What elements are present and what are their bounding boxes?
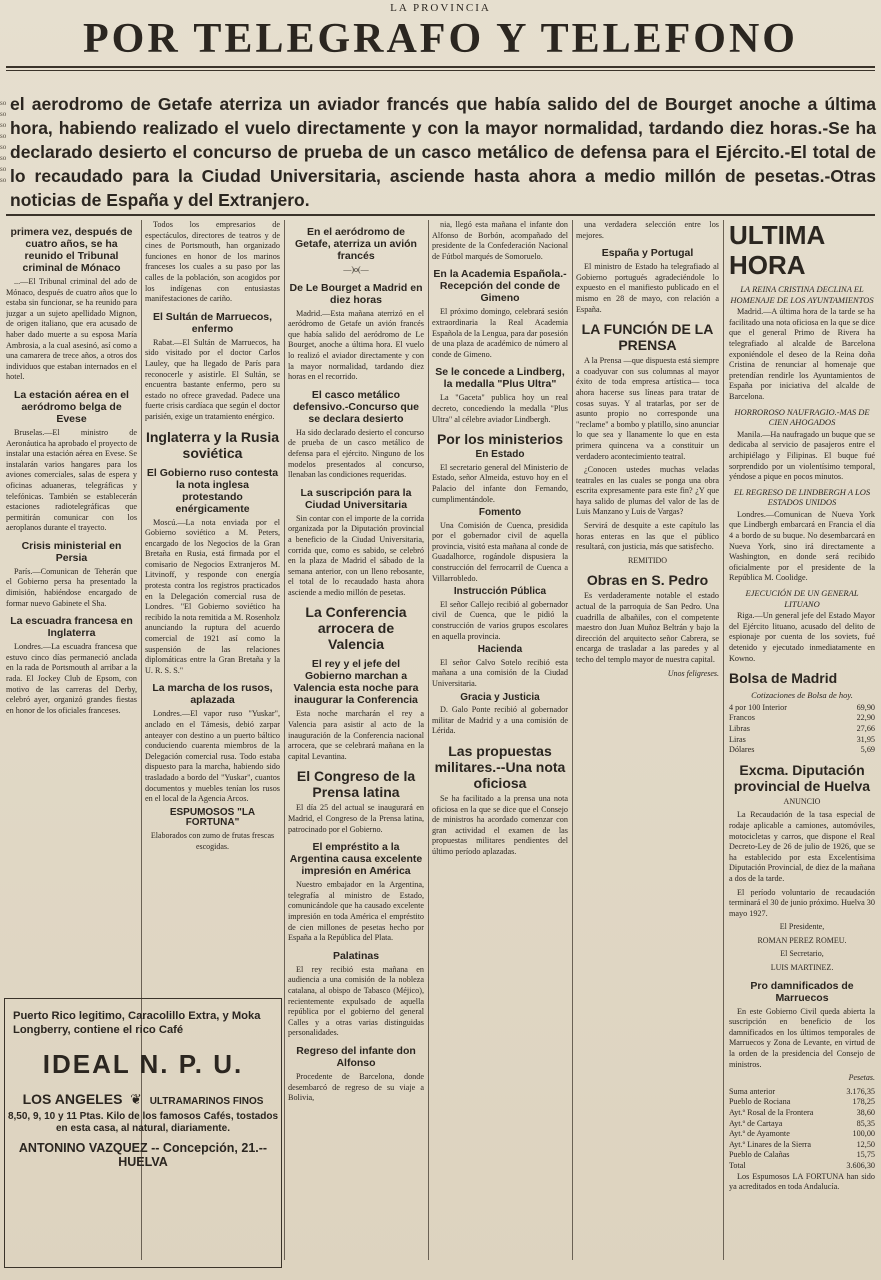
row-value: 22,90 bbox=[856, 713, 875, 723]
row-value: 85,35 bbox=[856, 1118, 875, 1128]
article-text: nia, llegó esta mañana el infante don Alfonso de Borbón, acompañado del presidente de la Confederación Nacional de Fútbol marqués de Somoruelo. bbox=[432, 220, 568, 261]
article-text: El período voluntario de recaudación terminará el 30 de junio próximo. Huelva 30 mayo 1927. bbox=[729, 887, 875, 918]
subheading: Hacienda bbox=[477, 644, 523, 656]
headline: Se le concede a Lindberg, la medalla "Plus Ultra" bbox=[435, 366, 565, 391]
ad-brand: IDEAL N. P. U. bbox=[42, 1049, 244, 1079]
pesetas-label: Pesetas. bbox=[848, 1073, 875, 1083]
advert-tag: ESPUMOSOS "LA FORTUNA" bbox=[169, 806, 256, 829]
row-value: 31,95 bbox=[856, 734, 875, 744]
article-text: La Recaudación de la tasa especial de rodaje aplicable a camiones, automóviles, motocicletas y carros, que dispone el Real Decreto-Ley de 26 de julio de 1926, que se ha establecido por esta Excelentísima Diputación Provincial, de diez de la mañana a dos de la tarde. bbox=[729, 810, 875, 883]
headline: La suscripción para la Ciudad Universitaria bbox=[300, 486, 412, 511]
signature: El Presidente, bbox=[779, 922, 825, 932]
row-label: Pueblo de Calañas bbox=[729, 1150, 790, 1160]
article-text: A la Prensa —que dispuesta está siempre a coadyuvar con sus columnas al mayor éxito de toda empresa artística— toca ahora hacerse sus líneas para tratar de cosas suyas. Y al tratarlas, por ser de asunto propio no corresponde una "reclame" a bombo y platillo, sino anunciar lo que sea y llanamente lo que en esta primera quincena va a constituir un verdadero acontecimiento teatral. bbox=[576, 356, 719, 461]
column-separator bbox=[428, 220, 429, 1260]
table-row bbox=[729, 1108, 875, 1119]
article-text: El señor Callejo recibió al gobernador civil de Cuenca, que le pidió la construcción de varios grupos escolares en aquella provincia. bbox=[432, 599, 568, 641]
donations-table bbox=[729, 1087, 875, 1172]
headline: En la Academia Española.-Recepción del conde de Gimeno bbox=[433, 268, 567, 305]
page-edge-numbers: so so so so so so so so bbox=[0, 99, 7, 184]
article-text: El día 25 del actual se inaugurará en Madrid, el Congreso de la Prensa latina, patrocinado por el Gobierno. bbox=[288, 803, 424, 834]
headline: El Sultán de Marruecos, enfermo bbox=[152, 310, 273, 335]
signature: Unos feligreses. bbox=[667, 668, 719, 678]
ad-intro: Puerto Rico legitimo, Caracolillo Extra, y Moka Longberry, contiene el rico Café bbox=[13, 1010, 261, 1036]
article-text: D. Galo Ponte recibió al gobernador militar de Madrid y a una comisión de Lérida. bbox=[432, 705, 568, 736]
article-text: El ministro de Estado ha telegrafiado al Gobierno portugués agradeciéndole lo expuesto en el manifiesto publicado en el mismo en 28 de mayo, con relación a España. bbox=[576, 262, 719, 314]
summary-deck: el aerodromo de Getafe aterriza un aviador francés que había salido del de Bourget anoche a última hora, habiendo realizado el vuelo directamente y con la mayor normalidad, tardando diez horas.-Se ha declarado desierto el concurso de prueba de un casco metálico de defensa para el Ejército.-El total de lo recaudado para la Ciudad Universitaria, asciende hasta ahora a medio millón de pesetas.-Otras noticias de España y del Extranjero. bbox=[10, 94, 876, 210]
row-label: Libras bbox=[729, 723, 750, 733]
headline: El empréstito a la Argentina causa excelente impresión en América bbox=[289, 841, 423, 878]
table-row bbox=[729, 1119, 875, 1130]
article-text: Ha sido declarado desierto el concurso de prueba de un casco metálico de defensa para el ejército. Ninguno de los modelos presentados al concurso, llenaban las condiciones requeridas. bbox=[288, 427, 424, 480]
row-label: Francos bbox=[729, 713, 755, 723]
table-row bbox=[729, 703, 875, 714]
row-value: 100,00 bbox=[852, 1129, 875, 1139]
headline: Obras en S. Pedro bbox=[586, 572, 709, 589]
article-text: Procedente de Barcelona, donde desembarcó de regreso de su viaje a Bolivia, bbox=[288, 1071, 424, 1103]
headline: En el aeródromo de Getafe, aterriza un avión francés bbox=[295, 226, 417, 262]
article-text: El señor Calvo Sotelo recibió esta mañana a una comisión de la Ciudad Universitaria. bbox=[432, 657, 568, 688]
headline: Por los ministerios bbox=[436, 431, 564, 448]
headline: La estación aérea en el aeródromo belga de Evese bbox=[14, 388, 129, 425]
article-text: El secretario general del Ministerio de Estado, señor Almeida, estuvo hoy en el Palacio del infante don Fernando, cumplimentándole. bbox=[432, 462, 568, 504]
advert-tag-text: Elaborados con zumo de frutas frescas escogidas. bbox=[150, 830, 275, 851]
row-label: Suma anterior bbox=[729, 1086, 776, 1096]
ad-prices: 8,50, 9, 10 y 11 Ptas. Kilo de los famosos Cafés, tostados en esta casa, al natural, diariamente. bbox=[7, 1111, 279, 1134]
subheading: Gracia y Justicia bbox=[460, 691, 540, 703]
table-row bbox=[729, 724, 875, 735]
article-text: Nuestro embajador en la Argentina, telegrafía al ministro de Estado, comunicándole que ha causado excelente impresión en toda América el empréstito de cien millones de pesetas hecho por España a la República del Plata. bbox=[288, 880, 424, 943]
headline: El Congreso de la Prensa latina bbox=[296, 768, 416, 801]
table-row bbox=[729, 1097, 875, 1108]
headline: El Gobierno ruso contesta la nota inglesa protestando enérgicamente bbox=[146, 466, 279, 515]
article-text: En este Gobierno Civil queda abierta la suscripción en beneficio de los damnificados en los últimos temporales de Marruecos y Zona de Levante, en virtud de la orden de la presidencia del Consejo de ministros. bbox=[729, 1006, 875, 1069]
column-5 bbox=[576, 220, 719, 1265]
advertisement-box bbox=[4, 998, 282, 1268]
headline: La marcha de los rusos, aplazada bbox=[152, 682, 273, 707]
row-value: 178,25 bbox=[852, 1097, 875, 1107]
article-text: Rabat.—El Sultán de Marruecos, ha sido visitado por el doctor Carlos Lauley, que ha llegado de París para reconocerle y asistirle. El Sultán, se encuentra bastante enfermo, pero su estado no ofrece gravedad. Padece una fuerte crisis cardíaca que según el doctor parisién, exige un tratamiento enérgico. bbox=[145, 337, 280, 421]
ultima-hora-title: ULTIMA HORA bbox=[729, 220, 825, 280]
brief-heading: HORROROSO NAUFRAGIO.-MAS DE CIEN AHOGADOS bbox=[734, 406, 870, 428]
brief-heading: LA REINA CRISTINA DECLINA EL HOMENAJE DE LOS AYUNTAMIENTOS bbox=[730, 284, 874, 305]
signature: LUIS MARTINEZ. bbox=[770, 963, 834, 973]
headline: Palatinas bbox=[332, 949, 380, 962]
article-text: Esta noche marcharán el rey a Valencia para asistir al acto de la inauguración de la Conferencia nacional arrocera, que se celebrará mañana en la capital Levantina. bbox=[288, 709, 424, 761]
ad-shop bbox=[5, 1091, 281, 1108]
headline: De Le Bourget a Madrid en diez horas bbox=[289, 281, 423, 306]
column-6 bbox=[729, 220, 875, 1265]
article-text: París.—Comunican de Teherán que el Gobierno persa ha presentado la dimisión, habiéndose encargado de formar nuevo Gabinete el Sha. bbox=[6, 566, 137, 608]
article-text: una verdadera selección entre los mejores. bbox=[576, 220, 719, 240]
column-separator bbox=[723, 220, 724, 1260]
article-text: Es verdaderamente notable el estado actual de la parroquia de San Pedro. Una cuadrilla de albañiles, con el competente maestro don Juan Muñoz Beltrán y bajo la dirección del arquitecto señor Cabrera, se encarga de trasladar a las paredes y al techo del templo mayor de nuestra capital. bbox=[576, 591, 719, 664]
article-text: Londres.—El vapor ruso "Yuskar", anclado en el Támesis, debió zarpar anteayer con destino a un puerto báltico conduciendo cuarenta miembros de la Delegación comercial rusa. Todo estaba dispuesto para la marcha, habiendo sido trasladado a bordo del "Yuskar", cuantos documentos y muebles tenían los rusos en el local de la Agencia Arcos. bbox=[145, 709, 280, 804]
article-text: ...—El Tribunal criminal del ado de Mónaco, después de cuatro años que lo estaba sin funcionar, se ha reunido para juzgar a un sujeto apellidado Mignon, de origen italiano, que era acusado de haber dado muerte a su esposa María Ambrosia, a la cual asesinó, así como a una camarera de trece años, a otros dos individuos que estaban internados en el hotel. bbox=[6, 277, 137, 382]
signature: ROMAN PEREZ ROMEU. bbox=[757, 935, 847, 945]
bolsa-table bbox=[729, 703, 875, 756]
row-value: 38,60 bbox=[856, 1108, 875, 1117]
article-text: ¿Conocen ustedes muchas veladas teatrales en las cuales se ponga una obra escrita expresamente para este fin? ¿Y que haya salido de plumas del valor de las de Luis Manzano y Luis de Vargas? bbox=[576, 465, 719, 517]
headline: primera vez, después de cuatro años, se ha reunido el Tribunal criminal de Mónaco bbox=[10, 226, 133, 274]
headline: Pro damnificados de Marruecos bbox=[750, 979, 854, 1004]
row-label: Ayt.º de Ayamonte bbox=[729, 1129, 790, 1139]
headline: La escuadra francesa en Inglaterra bbox=[10, 615, 133, 640]
separator: —)o(— bbox=[343, 265, 369, 274]
column-separator bbox=[284, 220, 285, 1260]
row-label: Dólares bbox=[729, 745, 755, 755]
article-text: Se ha facilitado a la prensa una nota oficiosa en la que se dice que el Consejo de ministros ha acordado comenzar con gran actividad el examen de las propuestas militares pendientes del último período aplazadas. bbox=[432, 793, 568, 856]
table-row bbox=[729, 735, 875, 746]
row-label: Pueblo de Rociana bbox=[729, 1097, 791, 1107]
row-label: Ayt.º de Cartaya bbox=[729, 1118, 783, 1128]
anuncio-label: ANUNCIO bbox=[783, 796, 821, 806]
row-value: 3.176,35 bbox=[846, 1086, 875, 1096]
headline: La Conferencia arrocera de Valencia bbox=[305, 604, 407, 653]
article-text: Madrid.—A última hora de la tarde se ha facilitado una nota oficiosa en la que se dice que el general Primo de Rivera ha telegrafiado al alcalde de Barcelona exponiéndole el deseo de la Reina doña Cristina de renunciar al homenaje que pretendían rendirle los Ayuntamientos de España por iniciativa del alcalde de Barcelona. bbox=[729, 307, 875, 401]
rule bbox=[6, 214, 875, 216]
headline: Excma. Diputación provincial de Huelva bbox=[733, 761, 871, 794]
article-text: Una Comisión de Cuenca, presidida por el gobernador civil de aquella provincia, visitó esta mañana al conde de Guadalhorce, rogándole dispusiera la construcción del ferrocarril de Cuenca a Villarrobledo. bbox=[432, 520, 568, 583]
bolsa-subtitle: Cotizaciones de Bolsa de hoy. bbox=[751, 690, 853, 701]
table-row bbox=[729, 713, 875, 724]
article-text: Londres.—La escuadra francesa que estuvo cinco días permaneció anclada en la rada de Portsmouth al arribar a la rada. El Jockey Club de Epsom, con motivo de las carreras del Derby, celebró ayer, organizó grandes fiestas en honor de los oficiales franceses. bbox=[6, 642, 137, 715]
article-text: Bruselas.—El ministro de Aeronáutica ha aprobado el proyecto de instalar una estación aérea en Evese. Se instalarán varios hangares para los aviones comerciales, salas de espera y oficinas aduaneras, telegráficas y telefónicas. También se establecerán estaciones radiotelegráficas que permitirán comunicar con los aeroplanos durante el trayecto. bbox=[6, 427, 137, 533]
column-1 bbox=[6, 220, 137, 995]
headline: Crisis ministerial en Persia bbox=[21, 539, 122, 564]
row-value: 15,75 bbox=[856, 1150, 875, 1160]
brief-heading: EL REGRESO DE LINDBERGH A LOS ESTADOS UNIDOS bbox=[733, 486, 871, 508]
article-text: Los Espumosos LA FORTUNA han sido ya acreditados en toda Andalucía. bbox=[729, 1171, 875, 1192]
article-text: Todos los empresarios de espectáculos, directores de teatros y de cines de Portsmouth, han organizado funciones en honor de los marinos franceses los cuales a su paso por las calles de la población, son acogidos por los indígenas con entusiastas manifestaciones de cariño. bbox=[145, 220, 280, 304]
rule bbox=[6, 70, 875, 71]
article-text: Manila.—Ha naufragado un buque que se dedicaba al servicio de pasajeros entre el archipiélago y Filipinas. El buque fué sorprendido por un violentísimo temporal, yéndose a pique en pocos minutos. bbox=[729, 429, 875, 482]
article-text: La "Gaceta" publica hoy un real decreto, concediendo la medalla "Plus Ultra" al célebre aviador Lindbergh. bbox=[432, 393, 568, 424]
headline: Inglaterra y la Rusia soviética bbox=[145, 428, 280, 461]
article-text: El próximo domingo, celebrará sesión extraordinaria la Real Academia Española de la Lengua, para dar posesión de una plaza de académico de número al conde de Gimeno. bbox=[432, 307, 568, 359]
row-label: 4 por 100 Interior bbox=[729, 702, 787, 712]
article-text: Madrid.—Esta mañana aterrizó en el aeródromo de Getafe un avión francés que había salido del aeródromo de Le Bourget, anoche a última hora. El vuelo lo realizó el aviador directamente y con la mayor normalidad, tardando diez horas en el recorrido. bbox=[288, 308, 424, 382]
table-row bbox=[729, 1129, 875, 1140]
table-row bbox=[729, 1150, 875, 1161]
signature: El Secretario, bbox=[780, 949, 824, 959]
ornament-icon: ❦ bbox=[126, 1091, 146, 1107]
article-text: Servirá de desquite a este capítulo las horas enteras en las que el público resultará, con justicia, más que satisfecho. bbox=[576, 521, 719, 552]
headline: España y Portugal bbox=[601, 247, 694, 260]
headline: LA FUNCIÓN DE LA PRENSA bbox=[581, 321, 714, 354]
ad-owner: ANTONINO VAZQUEZ -- Concepción, 21.--HUELVA bbox=[18, 1141, 268, 1169]
ad-shop-sub: ULTRAMARINOS FINOS bbox=[149, 1096, 264, 1107]
column-separator bbox=[572, 220, 573, 1260]
row-value: 27,66 bbox=[856, 723, 875, 733]
headline: Regreso del infante don Alfonso bbox=[296, 1044, 416, 1069]
column-3 bbox=[288, 220, 424, 1265]
rule bbox=[6, 66, 875, 68]
subheading: Fomento bbox=[478, 507, 522, 519]
row-label: Ayt.º Rosal de la Frontera bbox=[729, 1108, 814, 1117]
table-row bbox=[729, 1161, 875, 1172]
subheading: Instrucción Pública bbox=[453, 586, 547, 598]
article-text: Sin contar con el importe de la corrida organizada por la Diputación provincial a beneficio de la Ciudad Universitaria, corrida que, como es sabido, se celebró en la plaza de Madrid el sábado de la semana anterior, con un lleno rebosante, el total de lo recaudado hasta ahora asciende a medio millón de pesetas. bbox=[288, 513, 424, 597]
page-banner: POR TELEGRAFO Y TELEFONO bbox=[83, 16, 798, 62]
headline: Bolsa de Madrid bbox=[729, 670, 838, 687]
article-text: El rey recibió esta mañana en audiencia a una comisión de la nobleza catalana, al obispo de Tabasco (Méjico), recientemente expulsado de aquella república por el gobierno del general Calles y a otras varias distinguidas personalidades. bbox=[288, 964, 424, 1038]
table-row bbox=[729, 1140, 875, 1151]
column-4 bbox=[432, 220, 568, 1265]
column-2 bbox=[145, 220, 280, 995]
ad-shop-name: LOS ANGELES bbox=[22, 1091, 123, 1107]
article-text: Moscú.—La nota enviada por el Gobierno soviético a M. Peters, encargado de los Negocios de la Gran Bretaña en Rusia, está firmada por el comisario de Negocios Extranjeros M. Litvinoff, y responde con energía protesta contra los registros practicados en la Delegación comercial rusa de Londres. "El Gobierno soviético ha recibido la nota remitida a M. Rosenholz anunciando la ruptura del acuerdo comercial de 1921 así como la suspensión de las relaciones diplomáticas entre la Gran Bretaña y la U. R. S. S." bbox=[145, 517, 280, 675]
row-value: 5,69 bbox=[860, 745, 875, 755]
article-text: Riga.—Un general jefe del Estado Mayor del Ejército lituano, acusado del delito de espionaje por cuenta de los soviets, fué detenido y ejecutado inmediatamente en Kowno. bbox=[729, 611, 875, 663]
row-label: Total bbox=[729, 1160, 746, 1170]
row-value: 69,90 bbox=[856, 702, 875, 712]
row-label: Ayt.º Linares de la Sierra bbox=[729, 1139, 812, 1149]
table-row bbox=[729, 1087, 875, 1098]
headline: El casco metálico defensivo.-Concurso que se declara desierto bbox=[292, 388, 419, 425]
table-row bbox=[729, 745, 875, 756]
row-value: 12,50 bbox=[856, 1139, 875, 1149]
article-text: Londres.—Comunican de Nueva York que Lindbergh embarcará en Francia el día 4 a bordo de su buque. No desembarcará en Nueva York, sino irá directamente a Washington, en donde será recibido oficialmente por el presidente de la República M. Coolidge. bbox=[729, 509, 875, 583]
row-label: Liras bbox=[729, 734, 746, 744]
brief-heading: EJECUCIÓN DE UN GENERAL LITUANO bbox=[745, 588, 859, 609]
running-head: LA PROVINCIA bbox=[390, 2, 491, 14]
headline: El rey y el jefe del Gobierno marchan a Valencia esta noche para inaugurar la Conferencia bbox=[293, 658, 419, 707]
row-value: 3.606,30 bbox=[846, 1160, 875, 1170]
subheading: En Estado bbox=[475, 449, 525, 461]
remitido-label: REMITIDO bbox=[627, 555, 668, 565]
headline: Las propuestas militares.--Una nota oficiosa bbox=[434, 742, 566, 791]
